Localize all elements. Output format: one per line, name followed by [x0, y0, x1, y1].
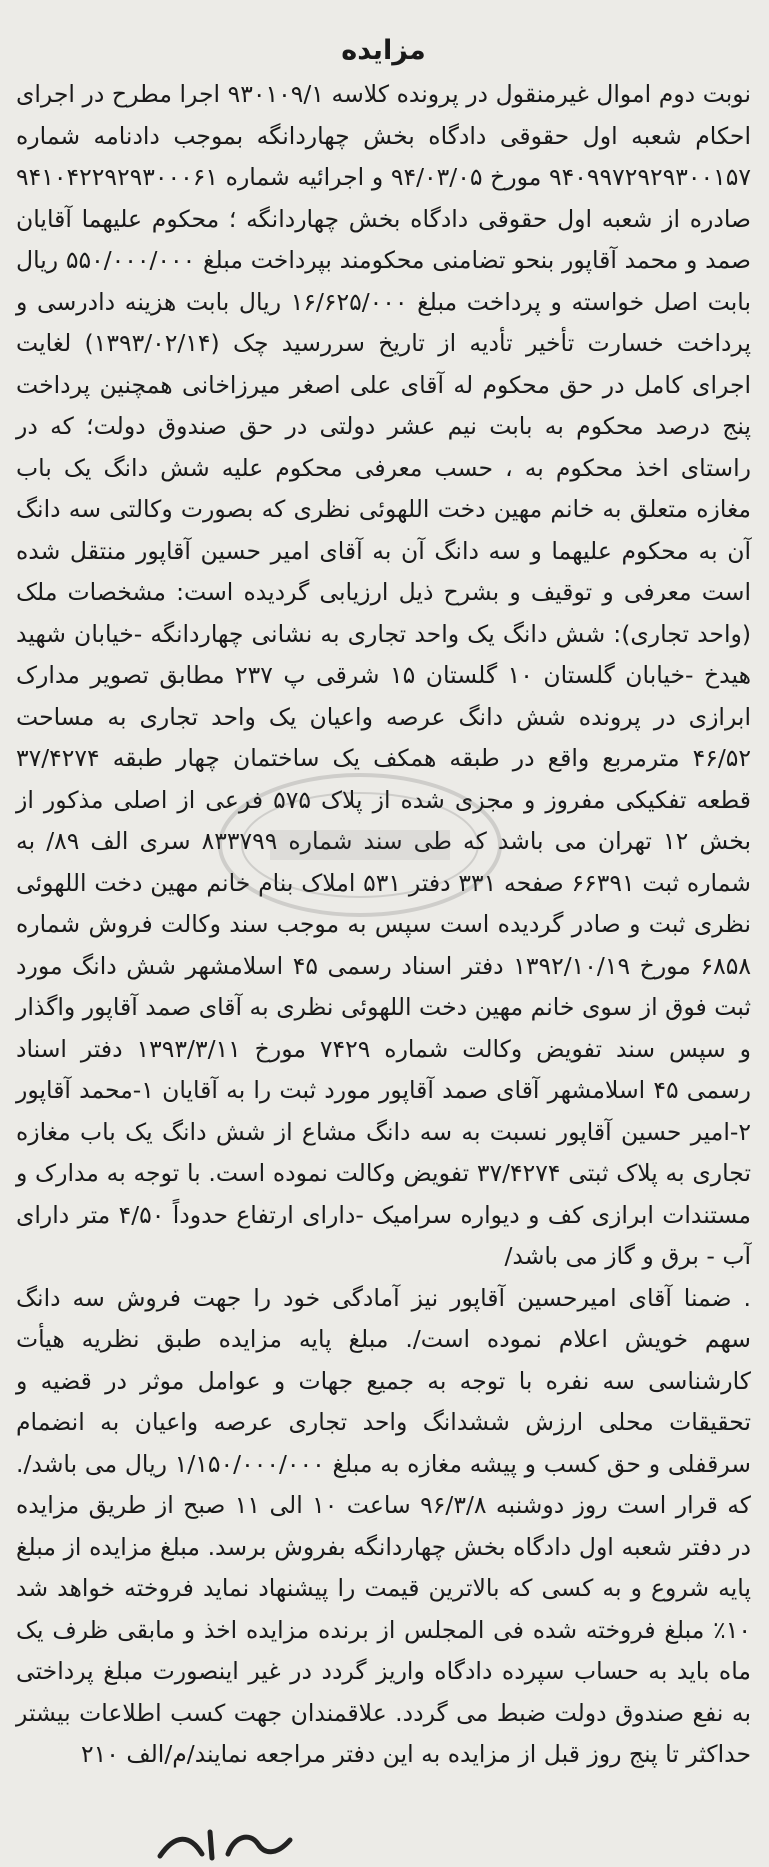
handwritten-page-mark	[150, 1826, 300, 1862]
notice-paragraph-2: . ضمنا آقای امیرحسین آقاپور نیز آمادگی خود را جهت فروش سه دانگ سهم خویش اعلام نموده است/. مبلغ پایه مزایده طبق نظریه هیأت کارشناسی سه نفره با توجه به جمیع جهات و عوامل موثر در قضیه و تحقیقات محلی ارزش ششدانگ واحد تجاری عرصه واعیان به انضمام سرقفلی و حق کسب و پیشه مغازه به مبلغ ۱/۱۵۰/۰۰۰/۰۰۰ ریال می باشد/. که قرار است روز دوشنبه ۹۶/۳/۸ ساعت ۱۰ الی ۱۱ صبح از طریق مزایده در دفتر شعبه اول دادگاه بخش چهاردانگه بفروش برسد. مبلغ مزایده از مبلغ پایه شروع و به کسی که بالاترین قیمت را پیشنهاد نماید فروخته خواهد شد ۱۰٪ مبلغ فروخته شده فی المجلس از برنده مزایده اخذ و مابقی ظرف یک ماه باید به حساب سپرده دادگاه واریز گردد در غیر اینصورت مبلغ پرداختی به نفع صندوق دولت ضبط می گردد. علاقمندان جهت کسب اطلاعات بیشتر حداکثر تا پنج روز قبل از مزایده به این دفتر مراجعه نمایند/م/الف ۲۱۰	[16, 1283, 751, 1768]
notice-paragraph-1: نوبت دوم اموال غیرمنقول در پرونده کلاسه ۹۳۰۱۰۹/۱ اجرا مطرح در اجرای احکام شعبه اول حقوقی دادگاه بخش چهاردانگه بموجب دادنامه شماره ۹۴۰۹۹۷۲۹۲۹۳۰۰۱۵۷ مورخ ۹۴/۰۳/۰۵ و اجرائیه شماره ۹۴۱۰۴۲۲۹۲۹۳۰۰۰۶۱ صادره از شعبه اول حقوقی دادگاه بخش چهاردانگه ؛ محکوم علیهما آقایان صمد و محمد آقاپور بنحو تضامنی محکومند بپرداخت مبلغ ۵۵۰/۰۰۰/۰۰۰ ریال بابت اصل خواسته و پرداخت مبلغ ۱۶/۶۲۵/۰۰۰ ریال بابت هزینه دادرسی و پرداخت خسارت تأخیر تأدیه از تاریخ سررسید چک (۱۳۹۳/۰۲/۱۴) لغایت اجرای کامل در حق محکوم له آقای علی اصغر میرزاخانی همچنین پرداخت پنج درصد محکوم به بابت نیم عشر دولتی در حق صندوق دولت؛ که در راستای اخذ محکوم به ، حسب معرفی محکوم علیه شش دانگ یک باب مغازه متعلق به خانم مهین دخت اللهوئی نظری که بصورت وکالتی سه دانگ آن به محکوم علیهما و سه دانگ آن به آقای امیر حسین آقاپور منتقل شده است معرفی و توقیف و بشرح ذیل ارزیابی گردیده است: مشخصات ملک (واحد تجاری): شش دانگ یک واحد تجاری به نشانی چهاردانگه -خیابان شهید هیدخ -خیابان گلستان ۱۰ گلستان ۱۵ شرقی پ ۲۳۷ مطابق تصویر مدارک ابرازی در پرونده شش دانگ عرصه واعیان یک واحد تجاری به مساحت ۴۶/۵۲ مترمربع واقع در طبقه همکف یک ساختمان چهار طبقه ۳۷/۴۲۷۴ قطعه تفکیکی مفروز و مجزی شده از پلاک ۵۷۵ فرعی از اصلی مذکور از بخش ۱۲ تهران می باشد که طی سند شماره ۸۳۳۷۹۹ سری الف ۸۹/ به شماره ثبت ۶۶۳۹۱ صفحه ۳۳۱ دفتر ۵۳۱ املاک بنام خانم مهین دخت اللهوئی نظری ثبت و صادر گردیده است سپس به موجب سند وکالت فروش شماره ۶۸۵۸ مورخ ۱۳۹۲/۱۰/۱۹ دفتر اسناد رسمی ۴۵ اسلامشهر شش دانگ مورد ثبت فوق از سوی خانم مهین دخت اللهوئی نظری به آقای صمد آقاپور واگذار و سپس سند تفویض وکالت شماره ۷۴۲۹ مورخ ۱۳۹۳/۳/۱۱ دفتر اسناد رسمی ۴۵ اسلامشهر آقای صمد آقاپور مورد ثبت را به آقایان ۱-محمد آقاپور ۲-امیر حسین آقاپور نسبت به سه دانگ مشاع از شش دانگ یک باب مغازه تجاری به پلاک ثبتی ۳۷/۴۲۷۴ تفویض وکالت نموده است. با توجه به مدارک و مستندات ابرازی کف و دیواره سرامیک -دارای ارتفاع حدوداً ۴/۵۰ متر دارای آب - برق و گاز می باشد/	[16, 80, 752, 1270]
notice-body	[16, 74, 751, 1776]
notice-title: مزایده	[341, 35, 426, 66]
